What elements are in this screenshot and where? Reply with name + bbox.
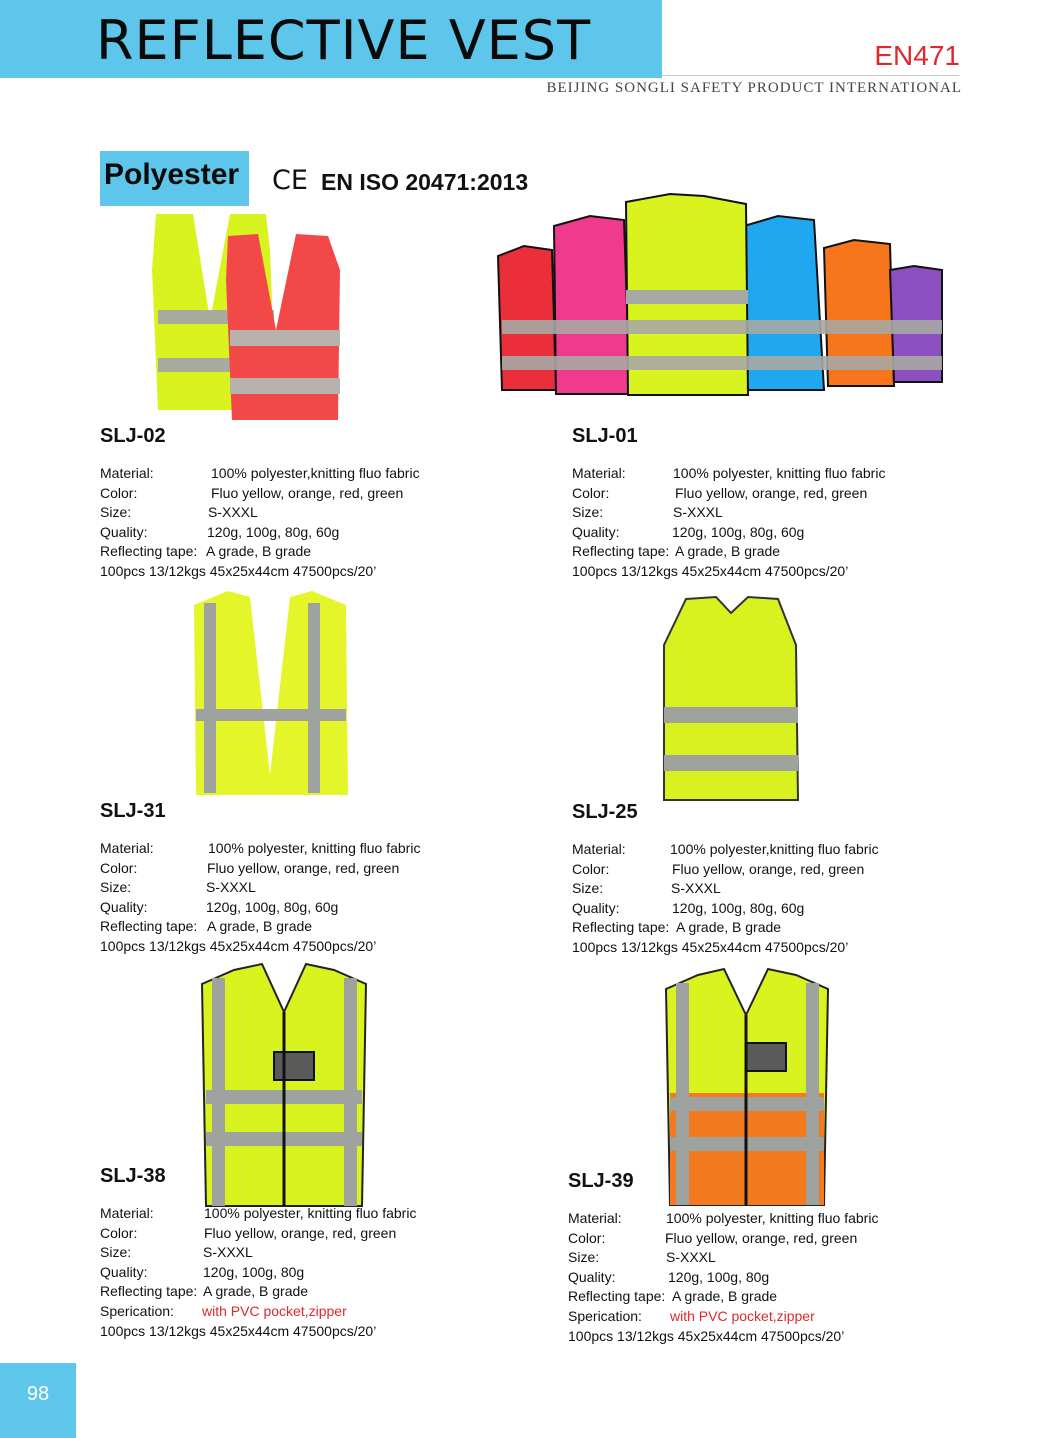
packing-info: 100pcs 13/12kgs 45x25x44cm 47500pcs/20’ bbox=[100, 937, 377, 954]
color-label: Color: bbox=[100, 1224, 138, 1241]
quality-label: Quality: bbox=[100, 898, 148, 915]
page-number: 98 bbox=[26, 1383, 50, 1405]
size-value: S-XXXL bbox=[666, 1249, 716, 1266]
header-divider bbox=[662, 75, 959, 76]
size-value: S-XXXL bbox=[673, 504, 723, 521]
product-code-slj-25 bbox=[572, 801, 638, 824]
size-label: Size: bbox=[572, 504, 604, 521]
color-label: Color: bbox=[568, 1229, 606, 1246]
quality-label: Quality: bbox=[100, 523, 148, 540]
size-value: S-XXXL bbox=[203, 1244, 253, 1261]
quality-label: Quality: bbox=[572, 899, 620, 916]
tape-label: Reflecting tape: bbox=[100, 1283, 198, 1300]
product-specs-slj-01 bbox=[572, 464, 932, 582]
product-code: SLJ-01 bbox=[572, 425, 638, 447]
product-code-slj-39 bbox=[568, 1170, 634, 1193]
product-code: SLJ-25 bbox=[572, 801, 638, 823]
color-label: Color: bbox=[100, 859, 138, 876]
tape-value: A grade, B grade bbox=[206, 543, 312, 560]
tape-label: Reflecting tape: bbox=[568, 1288, 666, 1305]
color-value: Fluo yellow, orange, red, green bbox=[207, 859, 400, 876]
quality-value: 120g, 100g, 80g, 60g bbox=[207, 523, 340, 540]
size-label: Size: bbox=[100, 879, 132, 896]
size-value: S-XXXL bbox=[208, 504, 258, 521]
material-value: 100% polyester,knitting fluo fabric bbox=[670, 841, 879, 857]
page-title: REFLECTIVE VEST bbox=[96, 9, 592, 72]
material-value: 100% polyester, knitting fluo fabric bbox=[673, 465, 886, 481]
product-specs-slj-25 bbox=[572, 840, 932, 958]
color-value: Fluo yellow, orange, red, green bbox=[204, 1224, 397, 1241]
color-value: Fluo yellow, orange, red, green bbox=[665, 1229, 858, 1246]
color-value: Fluo yellow, orange, red, green bbox=[672, 860, 865, 877]
color-value: Fluo yellow, orange, red, green bbox=[211, 484, 404, 501]
product-code-slj-31 bbox=[100, 800, 166, 823]
size-label: Size: bbox=[568, 1249, 600, 1266]
spec-label: Sperication: bbox=[568, 1307, 642, 1324]
quality-value: 120g, 100g, 80g bbox=[668, 1268, 770, 1285]
material-label: Material: bbox=[572, 465, 626, 481]
product-specs-slj-02 bbox=[100, 464, 460, 582]
vest-image-slj-38 bbox=[198, 960, 370, 1210]
tape-label: Reflecting tape: bbox=[572, 919, 670, 936]
material-label: Material: bbox=[572, 841, 626, 857]
section-label: Polyester bbox=[104, 158, 240, 191]
standard-label: EN471 bbox=[874, 40, 960, 71]
material-value: 100% polyester, knitting fluo fabric bbox=[666, 1210, 879, 1226]
size-label: Size: bbox=[100, 1244, 132, 1261]
material-label: Material: bbox=[100, 1205, 154, 1221]
tape-value: A grade, B grade bbox=[203, 1283, 309, 1300]
packing-info: 100pcs 13/12kgs 45x25x44cm 47500pcs/20’ bbox=[100, 562, 377, 579]
packing-info: 100pcs 13/12kgs 45x25x44cm 47500pcs/20’ bbox=[572, 562, 849, 579]
product-code-slj-01 bbox=[572, 425, 638, 448]
size-value: S-XXXL bbox=[671, 880, 721, 897]
packing-info: 100pcs 13/12kgs 45x25x44cm 47500pcs/20’ bbox=[572, 938, 849, 955]
spec-value: with PVC pocket,zipper bbox=[670, 1307, 815, 1324]
quality-value: 120g, 100g, 80g bbox=[203, 1263, 305, 1280]
tape-label: Reflecting tape: bbox=[572, 543, 670, 560]
vest-image-slj-01 bbox=[494, 190, 946, 405]
product-specs-slj-38 bbox=[100, 1204, 460, 1341]
color-label: Color: bbox=[572, 860, 610, 877]
quality-value: 120g, 100g, 80g, 60g bbox=[672, 899, 805, 916]
product-code-slj-02 bbox=[100, 425, 166, 448]
spec-value: with PVC pocket,zipper bbox=[202, 1302, 347, 1319]
quality-value: 120g, 100g, 80g, 60g bbox=[206, 898, 339, 915]
vest-image-slj-31 bbox=[190, 585, 350, 805]
size-label: Size: bbox=[572, 880, 604, 897]
material-label: Material: bbox=[100, 840, 154, 856]
product-code: SLJ-39 bbox=[568, 1170, 634, 1192]
material-label: Material: bbox=[100, 465, 154, 481]
material-value: 100% polyester,knitting fluo fabric bbox=[211, 465, 420, 481]
material-label: Material: bbox=[568, 1210, 622, 1226]
tape-value: A grade, B grade bbox=[675, 543, 781, 560]
material-value: 100% polyester, knitting fluo fabric bbox=[208, 840, 421, 856]
quality-value: 120g, 100g, 80g, 60g bbox=[672, 523, 805, 540]
product-code: SLJ-31 bbox=[100, 800, 166, 822]
color-label: Color: bbox=[100, 484, 138, 501]
vest-image-slj-25 bbox=[656, 595, 806, 805]
size-label: Size: bbox=[100, 504, 132, 521]
company-name: BEIJING SONGLI SAFETY PRODUCT INTERNATIONAL bbox=[546, 80, 962, 96]
product-specs-slj-39 bbox=[568, 1209, 928, 1346]
ce-mark-icon: CE bbox=[272, 165, 308, 196]
tape-value: A grade, B grade bbox=[672, 1288, 778, 1305]
tape-label: Reflecting tape: bbox=[100, 543, 198, 560]
product-code: SLJ-02 bbox=[100, 425, 166, 447]
quality-label: Quality: bbox=[100, 1263, 148, 1280]
spec-label: Sperication: bbox=[100, 1302, 174, 1319]
packing-info: 100pcs 13/12kgs 45x25x44cm 47500pcs/20’ bbox=[568, 1327, 845, 1344]
quality-label: Quality: bbox=[568, 1268, 616, 1285]
tape-label: Reflecting tape: bbox=[100, 918, 198, 935]
packing-info: 100pcs 13/12kgs 45x25x44cm 47500pcs/20’ bbox=[100, 1322, 377, 1339]
quality-label: Quality: bbox=[572, 523, 620, 540]
tape-value: A grade, B grade bbox=[207, 918, 313, 935]
color-value: Fluo yellow, orange, red, green bbox=[675, 484, 868, 501]
vest-image-slj-02 bbox=[148, 210, 363, 425]
material-value: 100% polyester, knitting fluo fabric bbox=[204, 1205, 417, 1221]
size-value: S-XXXL bbox=[206, 879, 256, 896]
product-code: SLJ-38 bbox=[100, 1165, 166, 1187]
iso-standard: EN ISO 20471:2013 bbox=[321, 169, 529, 195]
vest-image-slj-39 bbox=[662, 965, 832, 1210]
color-label: Color: bbox=[572, 484, 610, 501]
product-specs-slj-31 bbox=[100, 839, 460, 957]
product-code-slj-38 bbox=[100, 1165, 166, 1188]
tape-value: A grade, B grade bbox=[676, 919, 782, 936]
